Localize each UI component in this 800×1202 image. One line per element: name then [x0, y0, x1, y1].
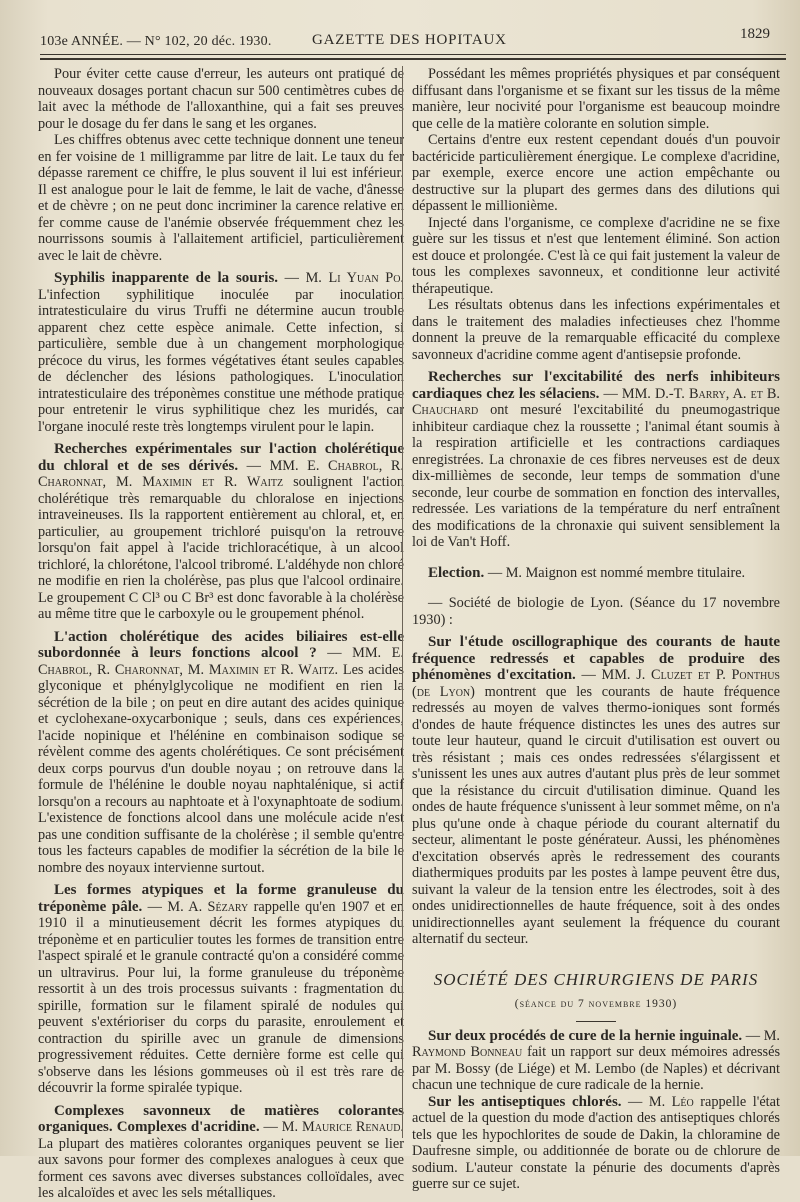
- article-syphilis: Syphilis inapparente de la souris. — M. Li Yuan Po. L'infection syphilitique inoculée par inoculation intratesticulaire du virus Truffi ne détermine aucun trouble apparent chez cette espèce animale. Cette infection, si particulière, semble due à un changement morphologique précoce du virus, les formes végétatives étant seules capables de déclencher des lésions pathologiques. L'inoculation intratesticulaire des tréponèmes constitue une méthode pratique pour entretenir le virus syphilitique chez les muridés, car l'organe inoculé reste très longtemps virulent pour le lapin.: [38, 270, 405, 435]
- right-column: [412, 66, 780, 1193]
- article-author: M. Li Yuan Po.: [305, 270, 405, 286]
- paragraph: Pour éviter cette cause d'erreur, les auteurs ont pratiqué de nouveaux dosages portant chacun sur 500 centimètres cubes de lait avec la méthode de l'alloxanthine, qui a fait ses preuves pour le dosage du fer dans le sang et les organes.: [38, 66, 404, 132]
- paragraph: Possédant les mêmes propriétés physiques et par conséquent diffusant dans l'organisme et se fixant sur les tissus de la même manière, leur nocivité pour l'organisme est beaucoup moindre que celle de la matière colorante en solution simple.: [412, 66, 780, 132]
- article-body: fait un rapport sur deux mémoires adressés par M. Bossy (de Liége) et M. Lembo (de Naples) et décrivant chacun une technique de cure radicale de la hernie.: [412, 1044, 781, 1093]
- article-title: L'action cholérétique des acides biliaires est-elle subordonnée à leurs fonctions alcool ?: [38, 628, 404, 661]
- article-body: ont mesuré l'excitabilité du pneumogastrique inhibiteur cardiaque chez la roussette ; l'animal étant soumis à la respiration artificielle et les contractions cardiaques enregistrées. La chronaxie de ces fibres nerveuses est de deux dix-millièmes de seconde, leur temps de sommation d'une seconde, leur courbe de sommation en fonction des intervalles, redressée. Les variations de la température du nerf entraînent des modifications de la chronaxie qui suivent sensiblement la loi de Van't Hoff.: [412, 402, 780, 550]
- article-acides-biliaires: L'action cholérétique des acides biliaires est-elle subordonnée à leurs fonctions alcool ? — MM. E. Chabrol, R. Charonnat, M. Maximin et R. Waitz. Les acides glyconique et phénylglycolique ne modifient en rien la sécrétion de la bile ; on peut en dire autant des acides quinique et cyclohexane-oxycarbonique ; seuls, dans ces expériences, l'acide nopinique et l'hélénine en combinaison sodique se révèlent comme des agents cholérétiques. Ce sont précisément deux corps pourvus d'un double noyau ; on retrouve dans la formule de l'hélénine le double noyau naphtalénique, si actif lorsqu'on a recours au naphtoate et à l'oxynaphtoate de sodium. L'existence de fonctions alcool dans une molécule acide n'est pas une condition suffisante de la cholérèse ; il semble qu'entre tous les facteurs capables de modifier la sécrétion de la bile le nombre des noyaux intervienne surtout.: [38, 628, 404, 876]
- article-title: Recherches expérimentales sur l'action cholérétique du chloral et de ses dérivés.: [38, 441, 404, 474]
- article-author: M. Léo: [648, 1093, 694, 1110]
- election-notice: Election. — M. Maignon est nommé membre titulaire.: [428, 564, 746, 581]
- article-body: rappelle qu'en 1907 et en 1910 il a minutieusement décrit les formes atypiques du tréponème et en particulier toutes les formes de transition entre l'aspect spiralé et le granule contracté qu'on a considéré comme un ultravirus. Pour lui, la forme granuleuse du tréponème ressortit à un des trois processus suivants : fragmentation du spirille, formation sur le filament spiralé de nodules qui peuvent s'extérioriser du corps du parasite, enroulement et contraction du spirille avec un granule de dimensions progressivement réduites. Cette dernière forme est celle qui s'observe dans les lésions gommeuses où il est très rare de découvrir la forme spiralée typique.: [38, 898, 405, 1096]
- article-title: Sur les antiseptiques chlorés.: [428, 1093, 622, 1110]
- election-title: Election.: [428, 564, 485, 581]
- left-column: [38, 66, 404, 1202]
- article-chloral: Recherches expérimentales sur l'action cholérétique du chloral et de ses dérivés. — MM. E. Chabrol, R. Charonnat, M. Maximin et R. Waitz soulignent l'action cholérétique très remarquable du chloralose en injections intraveineuses. Ils la rapportent entièrement au chloral, et, en particulier, au groupement trichloré puisqu'on la retrouve lorsqu'on fait appel à l'acide trichloracétique, à un alcool trichloré, la chlorétone, l'alcool tribromé. L'aldéhyde non chloré ne modifie en rien la cholérèse, pas plus que l'alcool ordinaire. Le groupement C Cl³ ou C Br³ est donc favorable à la cholérèse au même titre que le carboxyle ou le groupement phénol.: [38, 441, 405, 622]
- paragraph: Les chiffres obtenus avec cette technique donnent une teneur en fer voisine de 1 milligramme par litre de lait. Le taux du fer dépasse rarement ce chiffre, le plus souvent il lui est inférieur. Il est analogue pour le lait de femme, le lait de vache, d'ânesse et de chèvre ; on ne peut donc incriminer la carence relative en fer comme cause de l'anémie observée fréquemment chez les nourrissons soumis à l'allaitement artificiel, particulièrement avec le lait de chèvre.: [38, 132, 404, 264]
- article-body: La plupart des matières colorantes organiques peuvent se lier aux savons pour former des complexes analogues à ceux que forment ces savons avec diverses substances colloïdales, avec les alcaloïdes et avec les sels métalliques.: [38, 1135, 404, 1201]
- article-hernie: Sur deux procédés de cure de la hernie inguinale. — M. Raymond Bonneau fait un rapport sur deux mémoires adressés par M. Bossy (de Liége) et M. Lembo (de Naples) et décrivant chacun une technique de cure radicale de la hernie.: [412, 1027, 781, 1093]
- article-title: Syphilis inapparente de la souris.: [54, 270, 279, 286]
- article-body: rappelle l'état actuel de la question du mode d'action des antiseptiques chlorés tels que les hypochlorites de soude de Dakin, la chloramine de Daufresne simple, ou additionnée de borate ou de chlorure de sodium. L'auteur constate la pénurie des documents d'après guerre sur ce sujet.: [412, 1093, 780, 1192]
- article-body: L'infection syphilitique inoculée par inoculation intratesticulaire du virus Truffi ne détermine aucun trouble apparent chez cette espèce animale. Cette infection, si particulière, semble due à un changement morphologique précoce du virus, les formes végétatives étant seules capables de déclencher des lésions pathologiques. L'inoculation intratesticulaire des tréponèmes constitue une méthode pratique pour entretenir le virus syphilitique chez les muridés, car l'organe inoculé reste très longtemps virulent pour le lapin.: [38, 286, 404, 435]
- article-body: soulignent l'action cholérétique très remarquable du chloralose en injections intraveineuses. Ils la rapportent entièrement au chloral, et, en particulier, au groupement trichloré puisqu'on la retrouve lorsqu'on fait appel à l'acide trichloracétique, à un alcool trichloré, la chlorétone, l'alcool tribromé. L'aldéhyde non chloré ne modifie en rien la cholérèse, pas plus que l'alcool ordinaire. Le groupement C Cl³ ou C Br³ est donc favorable à la cholérèse au même titre que le carboxyle ou le groupement phénol.: [38, 474, 405, 622]
- article-title: Les formes atypiques et la forme granuleuse du tréponème pâle.: [38, 882, 404, 915]
- article-nerfs-inhibiteurs: Recherches sur l'excitabilité des nerfs inhibiteurs cardiaques chez les sélaciens. — MM. D.-T. Barry, A. et B. Chauchard ont mesuré l'excitabilité du pneumogastrique inhibiteur cardiaque chez la roussette ; l'animal étant soumis à la respiration artificielle et les contractions cardiaques enregistrées. La chronaxie de ces fibres nerveuses est de deux dix-millièmes de seconde, leur temps de sommation d'une seconde, leur courbe de sommation en fonction des intervalles, redressée. Les variations de la température du nerf entraînent des modifications de la chronaxie qui suivent sensiblement la loi de Van't Hoff.: [412, 369, 780, 550]
- issue-info: 103e ANNÉE. — N° 102, 20 déc. 1930.: [40, 34, 272, 49]
- page-number: 1829: [740, 26, 770, 42]
- article-author: MM. E. Chabrol, R. Charonnat, M. Maximin et R. Waitz.: [38, 645, 404, 678]
- article-complexes: Complexes savonneux de matières colorantes organiques. Complexes d'acridine. — M. Maurice Renaud. La plupart des matières colorantes organiques peuvent se lier aux savons pour former des complexes analogues à ceux que forment ces savons avec diverses substances colloïdales, avec les alcaloïdes et avec les sels métalliques.: [38, 1102, 404, 1201]
- article-author: M. A. Sézary: [167, 898, 249, 915]
- article-antiseptiques: Sur les antiseptiques chlorés. — M. Léo rappelle l'état actuel de la question du mode d'action des antiseptiques chlorés tels que les hypochlorites de soude de Dakin, la chloramine de Daufresne simple, ou additionnée de borate ou de chlorure de sodium. L'auteur constate la pénurie des documents d'après guerre sur ce sujet.: [412, 1093, 780, 1192]
- article-title: Recherches sur l'excitabilité des nerfs inhibiteurs cardiaques chez les sélaciens.: [412, 369, 780, 402]
- society-title: SOCIÉTÉ DES CHIRURGIENS DE PARIS: [433, 969, 759, 989]
- paragraph: Injecté dans l'organisme, ce complexe d'acridine ne se fixe guère sur les tissus et n'est que lentement éliminé. Son action est douce et prolongée. C'est là ce qui fait justement la valeur de tous les complexes savonneux, et conditionne leur activité thérapeutique.: [412, 214, 780, 297]
- article-treponeme: Les formes atypiques et la forme granuleuse du tréponème pâle. — M. A. Sézary rappelle qu'en 1907 et en 1910 il a minutieusement décrit les formes atypiques du tréponème et en particulier toutes les formes de transition entre l'aspect spiralé et le granule contracté qu'on a considéré comme un ultravirus. Pour lui, la forme granuleuse du tréponème ressortit à un des trois processus suivants : fragmentation du spirille, formation sur le filament spiralé de nodules qui peuvent s'extérioriser du corps du parasite, enroulement et contraction du spirille avec un granule de dimensions progressivement réduites. Cette dernière forme est celle qui s'observe dans les lésions gommeuses où il est très rare de découvrir la forme spiralée typique.: [38, 882, 405, 1096]
- lyon-society-heading: — Société de biologie de Lyon. (Séance du 17 novembre 1930) :: [412, 595, 780, 628]
- article-author: M. Maurice Renaud.: [281, 1119, 404, 1135]
- section-rule: [576, 1021, 616, 1022]
- seance-date: (séance du 7 novembre 1930): [514, 998, 678, 1010]
- page-header: [40, 26, 780, 52]
- header-rule-thick: [40, 58, 786, 60]
- article-title: Sur deux procédés de cure de la hernie inguinale.: [428, 1027, 743, 1044]
- article-author: MM. E. Chabrol, R. Charonnat, M. Maximin et R. Waitz: [38, 457, 404, 490]
- article-title: Sur l'étude oscillographique des courants de haute fréquence redressés et capables de produire des phénomènes d'excitation.: [412, 634, 780, 683]
- header-rule: [40, 54, 786, 55]
- article-author: MM. D.-T. Barry, A. et B. Chauchard: [412, 385, 780, 418]
- election-body: M. Maignon est nommé membre titulaire.: [505, 564, 746, 581]
- article-oscillographique: Sur l'étude oscillographique des courants de haute fréquence redressés et capables de produire des phénomènes d'excitation. — MM. J. Cluzet et P. Ponthus (de Lyon) montrent que les courants de haute fréquence redressés au moyen de valves thermo-ioniques sont formés d'ondes de haute fréquence distinctes les unes des autres sur toute leur hauteur, quand le circuit d'utilisation est ouvert ou très résistant ; mais ces ondes redressées s'élargissent et s'unissent les unes aux autres d'autant plus près de leur sommet que la résistance du circuit d'utilisation diminue. Quand les ondes de haute fréquence s'unissent à leur sommet même, on n'a plus qu'une onde à chaque période du courant alternatif du secteur, alimentant le poste générateur. Aussi, les phénomènes d'excitation observés après le redressement des courants diathermiques produits par les postes à lampe peuvent être dus, suivant la valeur de la tension entre les électrodes, soit à des ondes unidirectionnelles de haute fréquence, soit à des ondes unidirectionnelles ayant seulement la fréquence du courant alternatif du secteur.: [412, 634, 780, 947]
- column-divider: [402, 66, 403, 1138]
- article-title: Complexes savonneux de matières colorantes organiques. Complexes d'acridine.: [38, 1102, 404, 1135]
- article-body: Les acides glyconique et phénylglycolique ne modifient en rien la sécrétion de la bile ; on peut en dire autant des acides quinique et cyclohexane-oxycarbonique ; seuls, dans ces expériences, l'acide nopinique et l'hélénine en combinaison sodique se révèlent comme des agents cholérétiques. Ce sont précisément deux corps pourvus d'un double noyau ; on retrouve dans la formule de l'hélénine le double noyau naphtalénique, si actif lorsqu'on a recours au naphtoate et à l'oxynaphtoate de sodium. L'existence de fonctions alcool dans une molécule acide n'est pas une condition suffisante de la cholérèse ; il semble qu'entre tous les facteurs capables de modifier la sécrétion de la bile le nombre des noyaux intervienne surtout.: [38, 661, 404, 876]
- article-author: M. Raymond Bonneau: [412, 1027, 780, 1060]
- paragraph: Certains d'entre eux restent cependant doués d'un pouvoir bactéricide particulièrement énergique. Le complexe d'acridine, par exemple, exerce encore une action empêchante ou destructive sur la plupart des germes dans des dilutions qui dépassent le millionième.: [412, 132, 780, 214]
- article-body: montrent que les courants de haute fréquence redressés au moyen de valves thermo-ioniques sont formés d'ondes de haute fréquence distinctes les unes des autres sur toute leur hauteur, quand le circuit d'utilisation est ouvert ou très résistant ; mais ces ondes redressées s'élargissent et s'unissent les unes aux autres d'autant plus près de leur sommet que la résistance du circuit d'utilisation diminue. Quand les ondes de haute fréquence s'unissent à leur sommet même, on n'a plus qu'une onde à chaque période du courant alternatif du secteur, alimentant le poste générateur. Aussi, les phénomènes d'excitation observés après le redressement des courants diathermiques produits par les postes à lampe peuvent être dus, suivant la valeur de la tension entre les électrodes, soit à des ondes unidirectionnelles de haute fréquence, soit à des ondes unidirectionnelles ayant seulement la fréquence du courant alternatif du secteur.: [412, 683, 780, 947]
- paragraph: Les résultats obtenus dans les infections expérimentales et dans le traitement des maladies infectieuses chez l'homme donnent la preuve de la remarquable efficacité du complexe savonneux d'acridine comme agent d'antisepsie profonde.: [412, 297, 780, 363]
- journal-title: GAZETTE DES HOPITAUX: [312, 32, 507, 48]
- article-author: MM. J. Cluzet et P. Ponthus (de Lyon): [412, 667, 780, 700]
